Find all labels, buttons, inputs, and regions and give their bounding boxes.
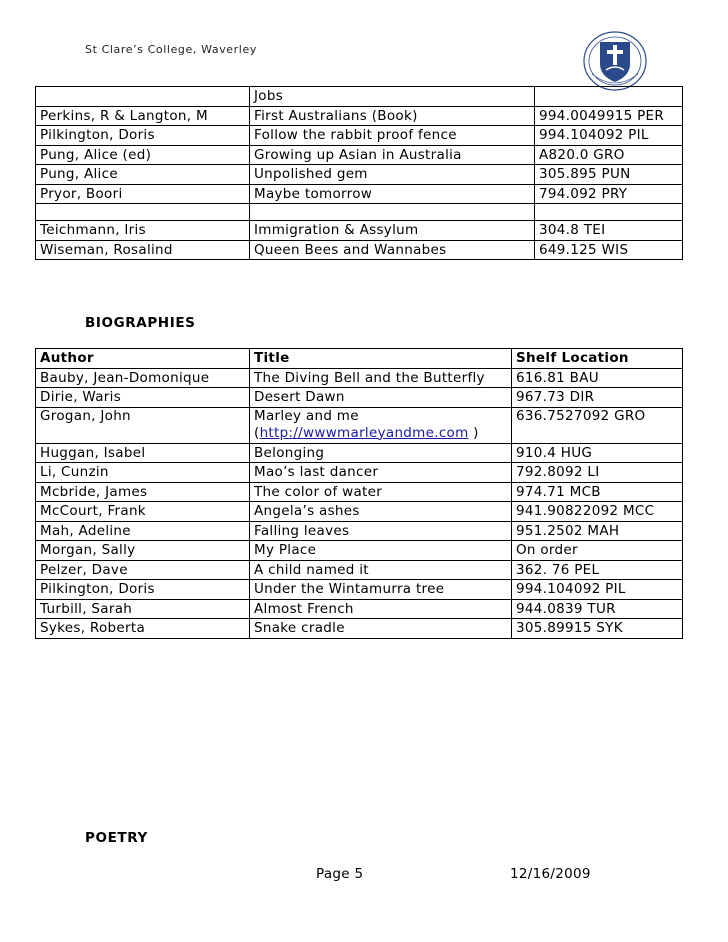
page-date: 12/16/2009 — [510, 866, 591, 882]
table-header-row — [36, 349, 683, 369]
author-cell: Bauby, Jean-Domonique — [36, 368, 250, 388]
website-link[interactable]: http://wwwmarleyandme.com — [259, 424, 469, 441]
title-cell: Jobs — [250, 87, 535, 107]
shelf-location-cell: 304.8 TEI — [535, 221, 683, 241]
shelf-location-cell: 941.90822092 MCC — [512, 502, 683, 522]
shelf-location-cell: 636.7527092 GRO — [512, 407, 683, 443]
table-row — [36, 502, 683, 522]
table-row — [36, 126, 683, 146]
table-row — [36, 482, 683, 502]
title-cell: Queen Bees and Wannabes — [250, 240, 535, 260]
title-cell: Falling leaves — [250, 521, 512, 541]
author-cell: Huggan, Isabel — [36, 443, 250, 463]
author-cell: McCourt, Frank — [36, 502, 250, 522]
shelf-location-cell: 994.0049915 PER — [535, 106, 683, 126]
table-row — [36, 521, 683, 541]
school-name: St Clare’s College, Waverley — [85, 43, 257, 56]
author-cell: Mah, Adeline — [36, 521, 250, 541]
table-row — [36, 443, 683, 463]
title-cell: The Diving Bell and the Butterfly — [250, 368, 512, 388]
table-row — [36, 165, 683, 185]
shelf-location-cell: 910.4 HUG — [512, 443, 683, 463]
shelf-location-cell: 994.104092 PIL — [535, 126, 683, 146]
title-cell: Snake cradle — [250, 619, 512, 639]
shelf-location-cell — [535, 87, 683, 107]
shelf-location-cell: 616.81 BAU — [512, 368, 683, 388]
title-cell: The color of water — [250, 482, 512, 502]
table-row — [36, 240, 683, 260]
shelf-location-cell: 362. 76 PEL — [512, 560, 683, 580]
author-cell: Li, Cunzin — [36, 463, 250, 483]
title-cell: Belonging — [250, 443, 512, 463]
page-number: Page 5 — [316, 866, 364, 882]
table-row — [36, 221, 683, 241]
shelf-location-cell — [535, 204, 683, 221]
title-cell: My Place — [250, 541, 512, 561]
title-cell: Desert Dawn — [250, 388, 512, 408]
column-header: Shelf Location — [512, 349, 683, 369]
author-cell: Mcbride, James — [36, 482, 250, 502]
website-line — [254, 425, 507, 442]
author-cell: Wiseman, Rosalind — [36, 240, 250, 260]
table-row — [36, 560, 683, 580]
table-row — [36, 204, 683, 221]
title-cell: Angela’s ashes — [250, 502, 512, 522]
shelf-location-cell: 792.8092 LI — [512, 463, 683, 483]
title-cell — [250, 407, 512, 443]
author-cell: Grogan, John — [36, 407, 250, 443]
column-header: Author — [36, 349, 250, 369]
author-cell: Sykes, Roberta — [36, 619, 250, 639]
column-header: Title — [250, 349, 512, 369]
author-cell: Teichmann, Iris — [36, 221, 250, 241]
title-cell: Mao’s last dancer — [250, 463, 512, 483]
shelf-location-cell: A820.0 GRO — [535, 145, 683, 165]
shelf-location-cell: 994.104092 PIL — [512, 580, 683, 600]
table-row — [36, 407, 683, 443]
title-cell: Follow the rabbit proof fence — [250, 126, 535, 146]
author-cell: Pilkington, Doris — [36, 580, 250, 600]
poetry-heading: POETRY — [85, 830, 148, 846]
shelf-location-cell: 305.89915 SYK — [512, 619, 683, 639]
author-cell: Dirie, Waris — [36, 388, 250, 408]
table-row — [36, 580, 683, 600]
author-cell: Perkins, R & Langton, M — [36, 106, 250, 126]
title-cell: First Australians (Book) — [250, 106, 535, 126]
shelf-location-cell: 967.73 DIR — [512, 388, 683, 408]
table-row — [36, 87, 683, 107]
table-row — [36, 541, 683, 561]
table-row — [36, 619, 683, 639]
title-cell: Unpolished gem — [250, 165, 535, 185]
author-cell: Pelzer, Dave — [36, 560, 250, 580]
title-text: Marley and me — [254, 407, 359, 424]
shelf-location-cell: 649.125 WIS — [535, 240, 683, 260]
title-cell — [250, 204, 535, 221]
shelf-location-cell: 974.71 MCB — [512, 482, 683, 502]
paren-open: ( — [254, 424, 260, 441]
biographies-heading: BIOGRAPHIES — [85, 315, 196, 331]
author-cell: Pung, Alice — [36, 165, 250, 185]
title-cell: A child named it — [250, 560, 512, 580]
author-cell: Turbill, Sarah — [36, 599, 250, 619]
title-cell: Almost French — [250, 599, 512, 619]
title-cell: Under the Wintamurra tree — [250, 580, 512, 600]
shelf-location-cell: 951.2502 MAH — [512, 521, 683, 541]
author-cell: Pung, Alice (ed) — [36, 145, 250, 165]
title-cell: Maybe tomorrow — [250, 184, 535, 204]
biographies-table — [35, 348, 683, 639]
shelf-location-cell: 944.0839 TUR — [512, 599, 683, 619]
author-cell: Morgan, Sally — [36, 541, 250, 561]
table-row — [36, 368, 683, 388]
table-row — [36, 599, 683, 619]
shelf-location-cell: 794.092 PRY — [535, 184, 683, 204]
title-cell: Growing up Asian in Australia — [250, 145, 535, 165]
paren-close: ) — [468, 424, 479, 441]
author-cell: Pilkington, Doris — [36, 126, 250, 146]
table-row — [36, 388, 683, 408]
author-cell — [36, 204, 250, 221]
title-cell: Immigration & Assylum — [250, 221, 535, 241]
college-crest-logo — [582, 30, 648, 92]
table-row — [36, 145, 683, 165]
table-row — [36, 184, 683, 204]
table-row — [36, 106, 683, 126]
shelf-location-cell: On order — [512, 541, 683, 561]
author-cell: Pryor, Boori — [36, 184, 250, 204]
shelf-location-cell: 305.895 PUN — [535, 165, 683, 185]
table-row — [36, 463, 683, 483]
top-book-table — [35, 86, 683, 260]
author-cell — [36, 87, 250, 107]
